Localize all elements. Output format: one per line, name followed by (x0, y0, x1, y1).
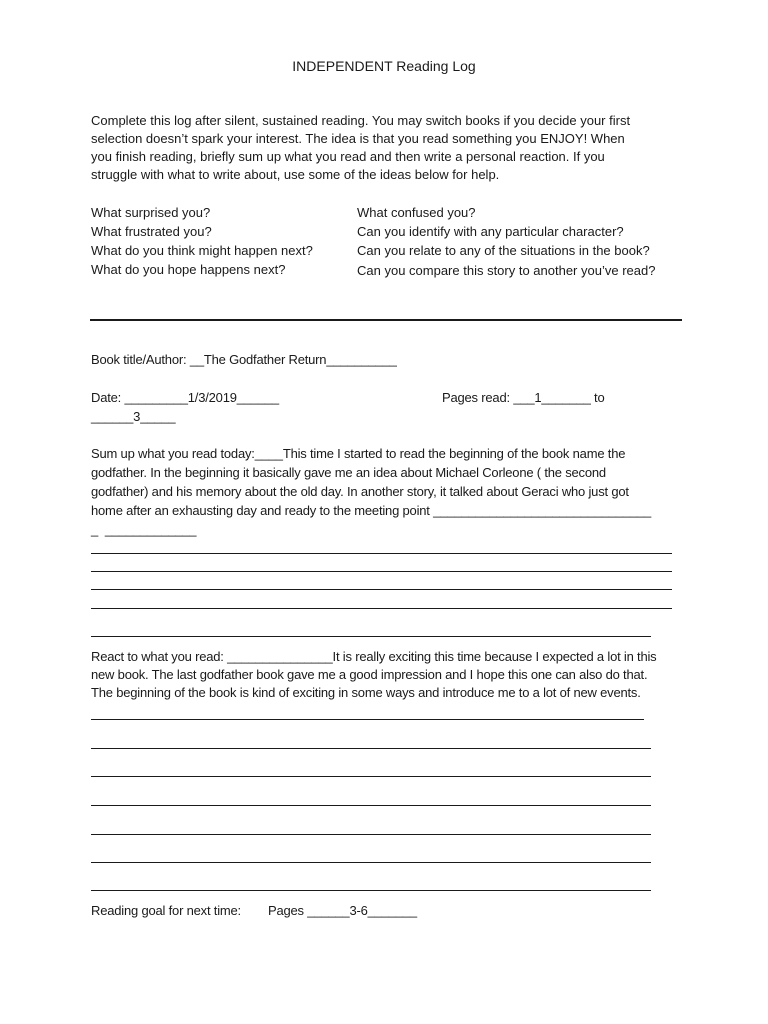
blank-line (91, 571, 672, 572)
prompt-item: Can you compare this story to another you’ve read? (357, 263, 656, 278)
reaction-line: new book. The last godfather book gave me a good impression and I hope this one can also do that. (91, 667, 648, 682)
summary-line: godfather. In the beginning it basically gave me an idea about Michael Corleone ( the second (91, 465, 606, 480)
blank-line (91, 636, 651, 637)
blank-line (91, 890, 651, 891)
pages-read-field[interactable]: Pages read: ___1_______ to (442, 390, 605, 405)
blank-line (91, 834, 651, 835)
book-title-label: Book title/Author: (91, 352, 190, 367)
prompt-item: What confused you? (357, 205, 476, 220)
blank-line (91, 748, 651, 749)
instruction-line: Complete this log after silent, sustained reading. You may switch books if you decide your first (91, 113, 631, 128)
date-field[interactable] (91, 389, 279, 407)
date-label: Date: (91, 390, 125, 405)
pages-read-end[interactable]: ______3_____ (91, 409, 176, 424)
instruction-line: selection doesn’t spark your interest. The idea is that you read something you ENJOY! When (91, 131, 625, 146)
prompt-item: What do you hope happens next? (91, 262, 286, 277)
blank-line (91, 719, 644, 720)
page-title: INDEPENDENT Reading Log (292, 58, 476, 74)
summary-line: home after an exhausting day and ready to the meeting point _______________________________ (91, 503, 652, 518)
summary-line: Sum up what you read today:____This time I started to read the beginning of the book name the (91, 446, 626, 461)
prompt-item: What frustrated you? (91, 224, 212, 239)
instruction-line: you finish reading, briefly sum up what you read and then write a personal reaction. If you (91, 149, 605, 164)
blank-line (91, 805, 651, 806)
blank-line (91, 608, 672, 609)
instruction-line: struggle with what to write about, use some of the ideas below for help. (91, 167, 500, 182)
blank-line (91, 776, 651, 777)
blank-line (91, 862, 651, 863)
book-title-value: __The Godfather Return__________ (189, 352, 397, 367)
summary-line: _ _____________ (91, 522, 197, 537)
reaction-line: The beginning of the book is kind of exciting in some ways and introduce me to a lot of new events. (91, 685, 641, 700)
prompt-item: What surprised you? (91, 205, 211, 220)
summary-line: godfather) and his memory about the old day. In another story, it talked about Geraci who just got (91, 484, 629, 499)
prompt-item: Can you relate to any of the situations in the book? (357, 243, 650, 258)
prompt-item: What do you think might happen next? (91, 243, 313, 258)
book-title-field[interactable] (91, 351, 397, 369)
reading-goal-value[interactable]: Pages ______3-6_______ (268, 903, 417, 918)
blank-line (91, 589, 672, 590)
blank-line (91, 553, 672, 554)
reading-goal-label: Reading goal for next time: (91, 903, 241, 918)
date-value: _________1/3/2019______ (124, 390, 279, 405)
section-divider (90, 319, 682, 321)
reaction-line: React to what you read: _______________It is really exciting this time because I expected a lot in this (91, 649, 657, 664)
prompt-item: Can you identify with any particular character? (357, 224, 624, 239)
